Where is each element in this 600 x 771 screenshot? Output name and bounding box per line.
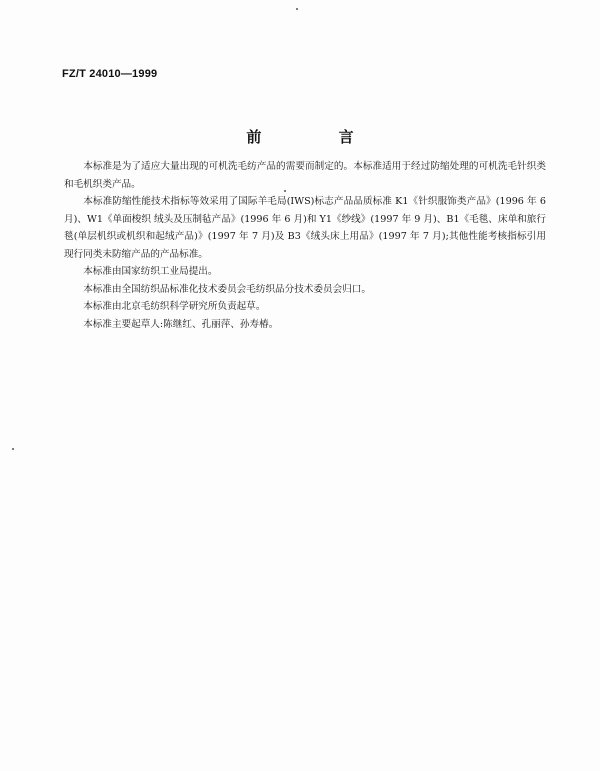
scan-speck bbox=[12, 448, 14, 450]
paragraph-drafters: 本标准主要起草人:陈继红、孔丽萍、孙寿椿。 bbox=[83, 318, 279, 330]
standard-code: FZ/T 24010—1999 bbox=[62, 68, 158, 80]
paragraph-technical-indicators: 本标准防缩性能技术指标等效采用了国际羊毛局(IWS)标志产品品质标准 K1《针织服饰类产品》(1996 年 6 月)、W1《单面梭织 绒头及压制毡产品》(1996 年 6 月)和 Y1《纱线》(1997 年 9 月)、B1《毛毯、床单和旅行毯(单层机织或机织和起绒产品)》(1997 年 7 月)及 B3《绒头床上用品》(1997 年 7 月);其他性能考核指标引用现行同类未防缩产品的产品标准。 bbox=[64, 196, 546, 260]
paragraph-committee: 本标准由全国纺织品标准化技术委员会毛纺织品分技术委员会归口。 bbox=[83, 283, 371, 295]
paragraph-scope: 本标准是为了适应大量出现的可机洗毛纺产品的需要而制定的。本标准适用于经过防缩处理的可机洗毛针织类和毛机织类产品。 bbox=[64, 161, 546, 190]
paragraph-proposer: 本标准由国家纺织工业局提出。 bbox=[83, 266, 218, 277]
scan-speck bbox=[296, 8, 298, 10]
foreword-body bbox=[64, 158, 546, 333]
page-title: 前 言 bbox=[246, 128, 390, 146]
scan-speck bbox=[284, 190, 286, 192]
paragraph-drafting-org: 本标准由北京毛纺织科学研究所负责起草。 bbox=[83, 301, 266, 312]
